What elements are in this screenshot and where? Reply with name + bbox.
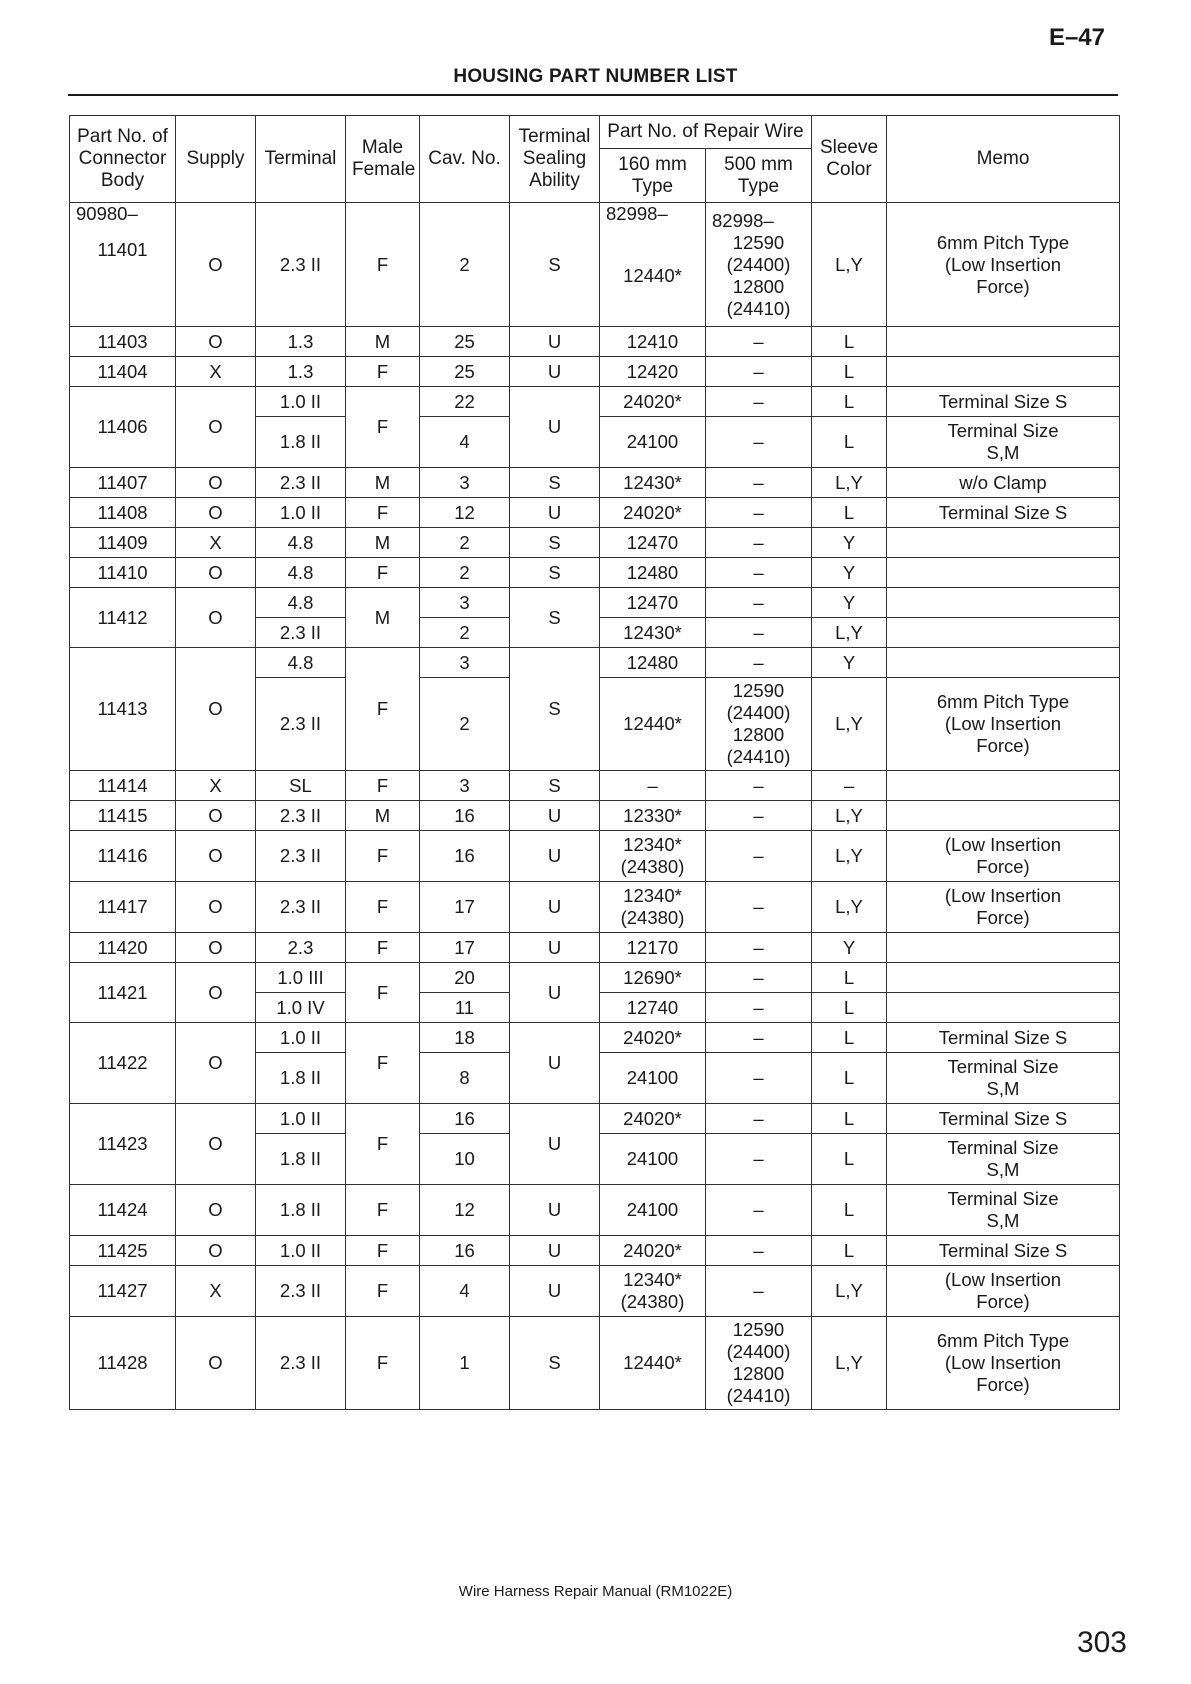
sealing-ability-cell: U: [510, 1236, 600, 1266]
header-cav-no: Cav. No.: [420, 116, 510, 203]
supply-cell: O: [176, 1023, 256, 1104]
terminal-cell: 2.3 II: [256, 882, 346, 933]
section-code: E–47: [1048, 24, 1105, 51]
supply-cell: O: [176, 1104, 256, 1185]
terminal-cell: 1.8 II: [256, 1134, 346, 1185]
cav-no-cell: 4: [420, 417, 510, 468]
wire-160mm-cell: 12470: [600, 588, 706, 618]
sleeve-color-cell: L: [812, 1185, 887, 1236]
terminal-cell: 2.3 II: [256, 1317, 346, 1410]
cav-no-cell: 16: [420, 831, 510, 882]
wire-160mm-cell: 12690*: [600, 963, 706, 993]
wire-500mm-cell: –: [706, 498, 812, 528]
memo-cell: Terminal Size S: [887, 1104, 1120, 1134]
memo-cell: (Low Insertion Force): [887, 882, 1120, 933]
wire-500mm-cell: –: [706, 327, 812, 357]
wire-500mm-cell: –: [706, 882, 812, 933]
sleeve-color-cell: L,Y: [812, 831, 887, 882]
male-female-cell: F: [346, 558, 420, 588]
wire-160mm-cell: 24100: [600, 417, 706, 468]
terminal-cell: 2.3 II: [256, 618, 346, 648]
sleeve-color-cell: L: [812, 1053, 887, 1104]
sealing-ability-cell: U: [510, 327, 600, 357]
memo-cell: Terminal Size S,M: [887, 1053, 1120, 1104]
male-female-cell: F: [346, 498, 420, 528]
wire-500mm-cell: –: [706, 1134, 812, 1185]
cav-no-cell: 1: [420, 1317, 510, 1410]
table-row: [70, 1185, 1120, 1236]
table-row: [70, 203, 1120, 327]
table-row: [70, 1266, 1120, 1317]
wire-160mm-cell: 12470: [600, 528, 706, 558]
supply-cell: X: [176, 528, 256, 558]
terminal-cell: 1.0 IV: [256, 993, 346, 1023]
cav-no-cell: 3: [420, 468, 510, 498]
sealing-ability-cell: U: [510, 1023, 600, 1104]
cav-no-cell: 16: [420, 1104, 510, 1134]
part-no-cell: 11420: [70, 933, 176, 963]
cav-no-cell: 12: [420, 1185, 510, 1236]
part-no-cell: 11428: [70, 1317, 176, 1410]
sleeve-color-cell: L: [812, 1023, 887, 1053]
wire-500mm-cell: –: [706, 1104, 812, 1134]
wire-160mm-cell: 12420: [600, 357, 706, 387]
part-no-cell: 11413: [70, 648, 176, 771]
wire-160mm-cell: 24020*: [600, 1236, 706, 1266]
table-row: [70, 1236, 1120, 1266]
cav-no-cell: 17: [420, 933, 510, 963]
table-row: [70, 801, 1120, 831]
memo-cell: [887, 357, 1120, 387]
memo-cell: Terminal Size S: [887, 1023, 1120, 1053]
memo-cell: Terminal Size S: [887, 387, 1120, 417]
wire-500mm-cell: 12590 (24400) 12800 (24410): [706, 1317, 812, 1410]
terminal-cell: 1.0 II: [256, 1236, 346, 1266]
sleeve-color-cell: L: [812, 993, 887, 1023]
table-row: [70, 933, 1120, 963]
wire-500mm-cell: –: [706, 1053, 812, 1104]
wire-160mm-cell: 12740: [600, 993, 706, 1023]
terminal-cell: 2.3 II: [256, 203, 346, 327]
supply-cell: O: [176, 327, 256, 357]
terminal-cell: 1.0 II: [256, 1023, 346, 1053]
memo-cell: (Low Insertion Force): [887, 1266, 1120, 1317]
memo-cell: 6mm Pitch Type (Low Insertion Force): [887, 203, 1120, 327]
cav-no-cell: 2: [420, 528, 510, 558]
wire-160mm-cell: 12340* (24380): [600, 882, 706, 933]
part-no-cell: 11410: [70, 558, 176, 588]
part-no-cell: 11422: [70, 1023, 176, 1104]
page-title: HOUSING PART NUMBER LIST: [453, 66, 738, 87]
wire-500mm-cell: –: [706, 933, 812, 963]
male-female-cell: M: [346, 801, 420, 831]
sealing-ability-cell: U: [510, 387, 600, 468]
cav-no-cell: 16: [420, 801, 510, 831]
memo-cell: w/o Clamp: [887, 468, 1120, 498]
terminal-cell: 2.3 II: [256, 678, 346, 771]
male-female-cell: F: [346, 1317, 420, 1410]
sleeve-color-cell: Y: [812, 528, 887, 558]
sleeve-color-cell: L,Y: [812, 678, 887, 771]
table-row: [70, 882, 1120, 933]
memo-cell: (Low Insertion Force): [887, 831, 1120, 882]
male-female-cell: F: [346, 933, 420, 963]
part-no-cell: 11407: [70, 468, 176, 498]
cav-no-cell: 16: [420, 1236, 510, 1266]
supply-cell: O: [176, 801, 256, 831]
part-no-cell: 11416: [70, 831, 176, 882]
sealing-ability-cell: U: [510, 498, 600, 528]
terminal-cell: 1.3: [256, 357, 346, 387]
header-terminal: Terminal: [256, 116, 346, 203]
sleeve-color-cell: Y: [812, 588, 887, 618]
cav-no-cell: 3: [420, 588, 510, 618]
cav-no-cell: 20: [420, 963, 510, 993]
male-female-cell: F: [346, 771, 420, 801]
header-sealing: Terminal Sealing Ability: [510, 116, 600, 203]
memo-cell: [887, 801, 1120, 831]
part-no-cell: 11414: [70, 771, 176, 801]
wire-500mm-cell: –: [706, 771, 812, 801]
supply-cell: O: [176, 588, 256, 648]
terminal-cell: 4.8: [256, 558, 346, 588]
cav-no-cell: 2: [420, 203, 510, 327]
supply-cell: O: [176, 387, 256, 468]
memo-cell: [887, 327, 1120, 357]
terminal-cell: 1.0 II: [256, 387, 346, 417]
supply-cell: O: [176, 963, 256, 1023]
part-no-cell: 11409: [70, 528, 176, 558]
table-body: [70, 203, 1120, 1410]
header-repair-wire: Part No. of Repair Wire: [600, 116, 812, 149]
cav-no-cell: 2: [420, 558, 510, 588]
male-female-cell: F: [346, 1266, 420, 1317]
memo-cell: 6mm Pitch Type (Low Insertion Force): [887, 1317, 1120, 1410]
terminal-cell: 1.8 II: [256, 1053, 346, 1104]
terminal-cell: 4.8: [256, 588, 346, 618]
wire-160mm-cell: 12480: [600, 558, 706, 588]
wire-500mm-cell: –: [706, 468, 812, 498]
male-female-cell: F: [346, 1185, 420, 1236]
wire-500mm-cell: –: [706, 1185, 812, 1236]
terminal-cell: 4.8: [256, 648, 346, 678]
sealing-ability-cell: U: [510, 357, 600, 387]
sealing-ability-cell: U: [510, 882, 600, 933]
footer-manual-title: Wire Harness Repair Manual (RM1022E): [458, 1583, 733, 1600]
table-row: [70, 498, 1120, 528]
wire-500mm-cell: –: [706, 387, 812, 417]
wire-160mm-cell: 12170: [600, 933, 706, 963]
wire-160mm-cell: 24100: [600, 1053, 706, 1104]
table-row: [70, 1317, 1120, 1410]
wire-160mm-cell: 12440*: [600, 678, 706, 771]
wire-160mm-cell: 12340* (24380): [600, 1266, 706, 1317]
male-female-cell: F: [346, 203, 420, 327]
wire-160mm-cell: 12430*: [600, 618, 706, 648]
sleeve-color-cell: L,Y: [812, 882, 887, 933]
male-female-cell: M: [346, 468, 420, 498]
supply-cell: O: [176, 882, 256, 933]
sealing-ability-cell: S: [510, 558, 600, 588]
wire-500mm-cell: –: [706, 993, 812, 1023]
memo-cell: [887, 558, 1120, 588]
male-female-cell: F: [346, 1104, 420, 1185]
supply-cell: O: [176, 1317, 256, 1410]
memo-cell: [887, 993, 1120, 1023]
male-female-cell: F: [346, 882, 420, 933]
part-no-cell: 11427: [70, 1266, 176, 1317]
part-no-cell: 11425: [70, 1236, 176, 1266]
cav-no-cell: 17: [420, 882, 510, 933]
terminal-cell: 1.0 II: [256, 498, 346, 528]
memo-cell: [887, 933, 1120, 963]
sleeve-color-cell: L: [812, 357, 887, 387]
memo-cell: [887, 528, 1120, 558]
header-memo: Memo: [887, 116, 1120, 203]
sealing-ability-cell: S: [510, 588, 600, 648]
sealing-ability-cell: U: [510, 1266, 600, 1317]
page-number: 303: [1076, 1626, 1127, 1659]
sleeve-color-cell: Y: [812, 558, 887, 588]
supply-cell: O: [176, 498, 256, 528]
table-row: [70, 1023, 1120, 1053]
sleeve-color-cell: L,Y: [812, 468, 887, 498]
sleeve-color-cell: L: [812, 327, 887, 357]
terminal-cell: 2.3: [256, 933, 346, 963]
sleeve-color-cell: L,Y: [812, 1266, 887, 1317]
terminal-cell: 2.3 II: [256, 801, 346, 831]
header-sleeve-color: Sleeve Color: [812, 116, 887, 203]
wire-160mm-cell: 24100: [600, 1134, 706, 1185]
wire-500mm-cell: –: [706, 618, 812, 648]
header-part-no: Part No. of Connector Body: [70, 116, 176, 203]
terminal-cell: 2.3 II: [256, 1266, 346, 1317]
table-row: [70, 357, 1120, 387]
supply-cell: X: [176, 1266, 256, 1317]
table-row: [70, 771, 1120, 801]
cav-no-cell: 4: [420, 1266, 510, 1317]
sleeve-color-cell: L,Y: [812, 1317, 887, 1410]
sealing-ability-cell: S: [510, 771, 600, 801]
table-row: [70, 468, 1120, 498]
sealing-ability-cell: U: [510, 801, 600, 831]
memo-cell: [887, 771, 1120, 801]
cav-no-cell: 2: [420, 618, 510, 648]
terminal-cell: 1.0 II: [256, 1104, 346, 1134]
wire-500mm-cell: –: [706, 648, 812, 678]
cav-no-cell: 11: [420, 993, 510, 1023]
memo-cell: Terminal Size S,M: [887, 1185, 1120, 1236]
male-female-cell: F: [346, 387, 420, 468]
supply-cell: O: [176, 203, 256, 327]
wire-160mm-cell: 24020*: [600, 498, 706, 528]
wire-160mm-cell: 12430*: [600, 468, 706, 498]
sleeve-color-cell: L,Y: [812, 618, 887, 648]
male-female-cell: F: [346, 831, 420, 882]
cav-no-cell: 25: [420, 327, 510, 357]
sealing-ability-cell: S: [510, 528, 600, 558]
table-row: [70, 558, 1120, 588]
wire-500mm-cell: 12590 (24400) 12800 (24410): [706, 678, 812, 771]
sleeve-color-cell: L: [812, 498, 887, 528]
sleeve-color-cell: Y: [812, 933, 887, 963]
wire-500mm-cell: 82998– 12590 (24400) 12800 (24410): [706, 203, 812, 327]
cav-no-cell: 10: [420, 1134, 510, 1185]
terminal-cell: SL: [256, 771, 346, 801]
cav-no-cell: 25: [420, 357, 510, 387]
wire-160mm-cell: 24020*: [600, 1023, 706, 1053]
sealing-ability-cell: S: [510, 648, 600, 771]
sleeve-color-cell: Y: [812, 648, 887, 678]
terminal-cell: 4.8: [256, 528, 346, 558]
header-supply: Supply: [176, 116, 256, 203]
cav-no-cell: 3: [420, 771, 510, 801]
terminal-cell: 1.0 III: [256, 963, 346, 993]
male-female-cell: M: [346, 528, 420, 558]
sealing-ability-cell: S: [510, 203, 600, 327]
sealing-ability-cell: U: [510, 831, 600, 882]
memo-cell: [887, 648, 1120, 678]
table-row: [70, 528, 1120, 558]
memo-cell: [887, 588, 1120, 618]
male-female-cell: F: [346, 1236, 420, 1266]
sealing-ability-cell: S: [510, 1317, 600, 1410]
part-no-cell: 11404: [70, 357, 176, 387]
sleeve-color-cell: L: [812, 387, 887, 417]
cav-no-cell: 18: [420, 1023, 510, 1053]
male-female-cell: F: [346, 1023, 420, 1104]
cav-no-cell: 3: [420, 648, 510, 678]
sealing-ability-cell: U: [510, 933, 600, 963]
wire-500mm-cell: –: [706, 1236, 812, 1266]
part-no-cell: 11415: [70, 801, 176, 831]
sleeve-color-cell: L,Y: [812, 203, 887, 327]
sleeve-color-cell: L: [812, 1104, 887, 1134]
part-no-cell: 11417: [70, 882, 176, 933]
terminal-cell: 2.3 II: [256, 831, 346, 882]
table-row: [70, 1104, 1120, 1134]
terminal-cell: 2.3 II: [256, 468, 346, 498]
wire-500mm-cell: –: [706, 558, 812, 588]
wire-500mm-cell: –: [706, 1023, 812, 1053]
wire-160mm-cell: –: [600, 771, 706, 801]
terminal-cell: 1.8 II: [256, 417, 346, 468]
wire-160mm-cell: 24020*: [600, 387, 706, 417]
table-row: [70, 648, 1120, 678]
wire-500mm-cell: –: [706, 528, 812, 558]
table-row: [70, 588, 1120, 618]
header-male-female: Male Female: [346, 116, 420, 203]
memo-cell: 6mm Pitch Type (Low Insertion Force): [887, 678, 1120, 771]
supply-cell: O: [176, 933, 256, 963]
male-female-cell: F: [346, 648, 420, 771]
part-no-cell: 11424: [70, 1185, 176, 1236]
table-row: [70, 831, 1120, 882]
wire-500mm-cell: –: [706, 963, 812, 993]
sealing-ability-cell: U: [510, 1185, 600, 1236]
sleeve-color-cell: L: [812, 963, 887, 993]
cav-no-cell: 8: [420, 1053, 510, 1104]
wire-500mm-cell: –: [706, 417, 812, 468]
table-row: [70, 963, 1120, 993]
male-female-cell: M: [346, 588, 420, 648]
supply-cell: O: [176, 648, 256, 771]
cav-no-cell: 22: [420, 387, 510, 417]
supply-cell: O: [176, 831, 256, 882]
table-row: [70, 327, 1120, 357]
memo-cell: Terminal Size S: [887, 1236, 1120, 1266]
wire-160mm-cell: 12480: [600, 648, 706, 678]
male-female-cell: M: [346, 327, 420, 357]
supply-cell: O: [176, 1236, 256, 1266]
cav-no-cell: 2: [420, 678, 510, 771]
sealing-ability-cell: U: [510, 1104, 600, 1185]
wire-160mm-cell: 24100: [600, 1185, 706, 1236]
supply-cell: X: [176, 771, 256, 801]
part-no-cell: 11408: [70, 498, 176, 528]
sleeve-color-cell: –: [812, 771, 887, 801]
housing-part-table: [69, 115, 1120, 1410]
sleeve-color-cell: L: [812, 1236, 887, 1266]
sleeve-color-cell: L: [812, 417, 887, 468]
title-rule: [68, 94, 1118, 96]
wire-160mm-cell: 82998– 12440*: [600, 203, 706, 327]
wire-500mm-cell: –: [706, 1266, 812, 1317]
memo-cell: Terminal Size S,M: [887, 417, 1120, 468]
header-160mm-type: 160 mm Type: [600, 149, 706, 203]
wire-500mm-cell: –: [706, 801, 812, 831]
wire-160mm-cell: 12330*: [600, 801, 706, 831]
supply-cell: X: [176, 357, 256, 387]
part-no-cell: 11412: [70, 588, 176, 648]
wire-500mm-cell: –: [706, 831, 812, 882]
sleeve-color-cell: L,Y: [812, 801, 887, 831]
part-no-cell: 11423: [70, 1104, 176, 1185]
sealing-ability-cell: S: [510, 468, 600, 498]
memo-cell: Terminal Size S: [887, 498, 1120, 528]
male-female-cell: F: [346, 357, 420, 387]
wire-160mm-cell: 12340* (24380): [600, 831, 706, 882]
sealing-ability-cell: U: [510, 963, 600, 1023]
wire-160mm-cell: 12410: [600, 327, 706, 357]
header-500mm-type: 500 mm Type: [706, 149, 812, 203]
supply-cell: O: [176, 1185, 256, 1236]
sleeve-color-cell: L: [812, 1134, 887, 1185]
wire-160mm-cell: 12440*: [600, 1317, 706, 1410]
wire-500mm-cell: –: [706, 357, 812, 387]
cav-no-cell: 12: [420, 498, 510, 528]
part-no-cell: 11403: [70, 327, 176, 357]
wire-500mm-cell: –: [706, 588, 812, 618]
male-female-cell: F: [346, 963, 420, 1023]
memo-cell: [887, 618, 1120, 648]
memo-cell: [887, 963, 1120, 993]
part-no-cell: 90980– 11401: [70, 203, 176, 327]
part-no-cell: 11406: [70, 387, 176, 468]
part-no-cell: 11421: [70, 963, 176, 1023]
terminal-cell: 1.3: [256, 327, 346, 357]
supply-cell: O: [176, 558, 256, 588]
table-row: [70, 387, 1120, 417]
wire-160mm-cell: 24020*: [600, 1104, 706, 1134]
terminal-cell: 1.8 II: [256, 1185, 346, 1236]
supply-cell: O: [176, 468, 256, 498]
memo-cell: Terminal Size S,M: [887, 1134, 1120, 1185]
